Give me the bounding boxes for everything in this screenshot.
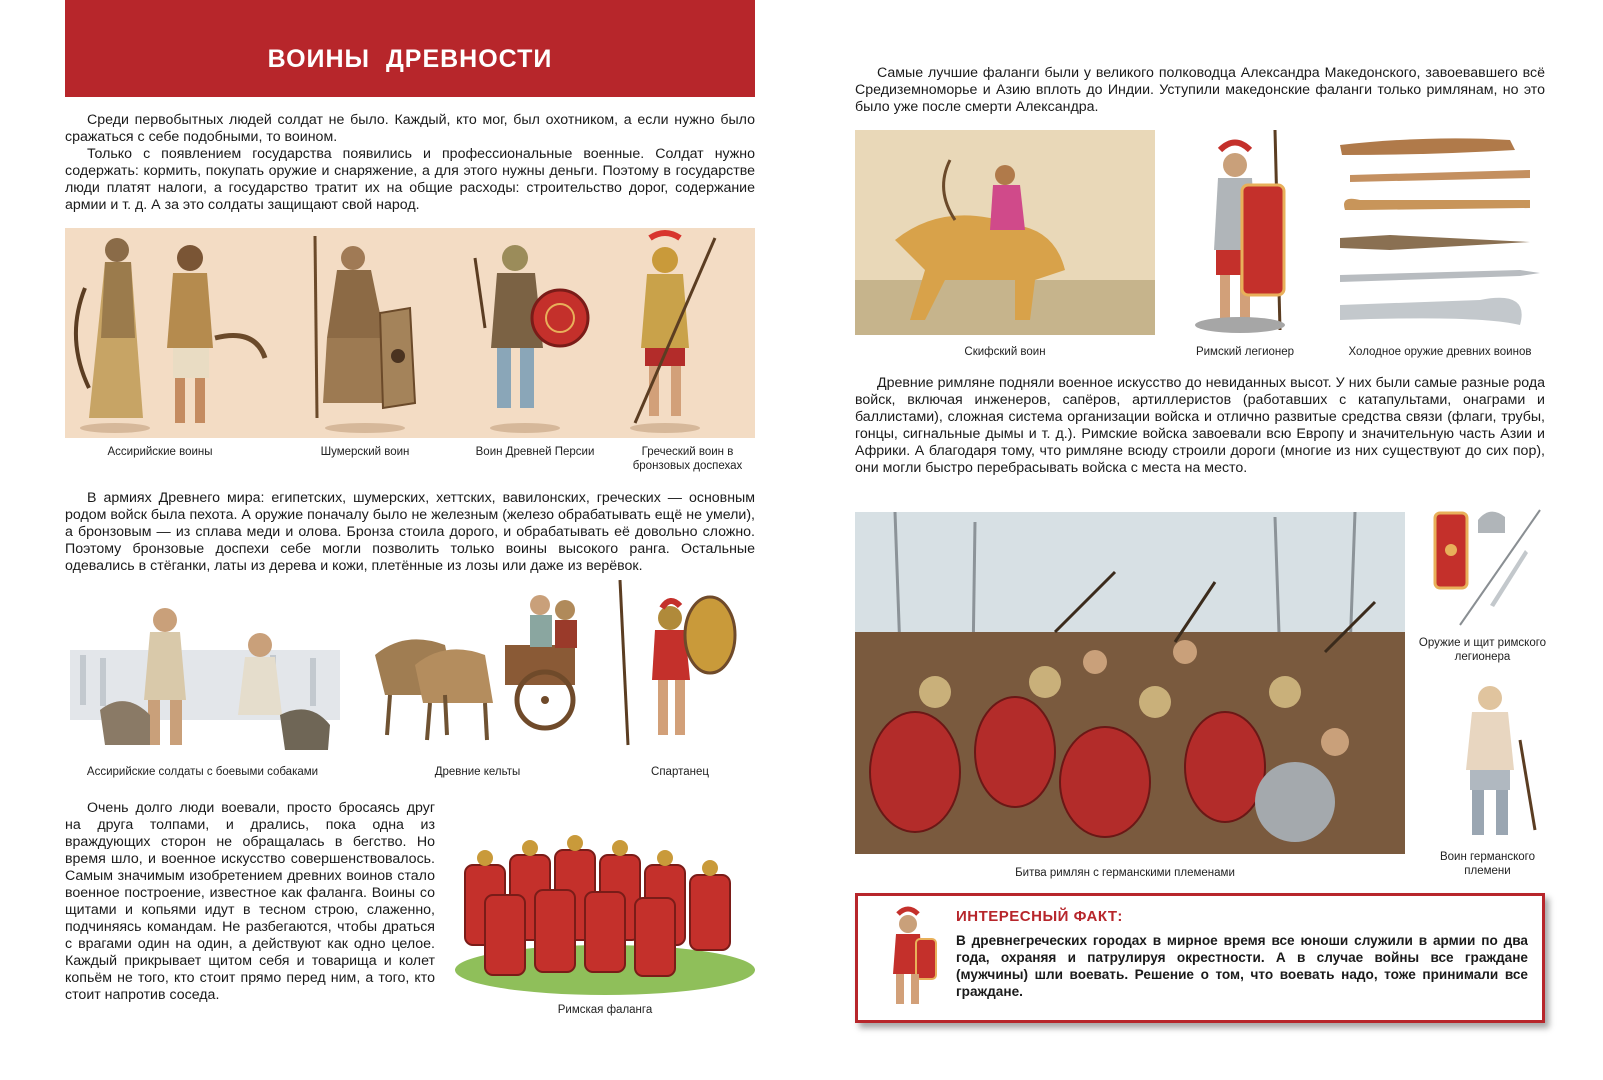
interesting-fact-box <box>855 893 1545 1023</box>
assyrian-dogs-illustration <box>70 600 340 760</box>
intro-paragraph-2: Только с появлением государства появились и профессиональные военные. Солдат нужно содержать: кормить, покупать оружие и снаряжение, а для этого нужны деньги. Поэтому в государстве люди платят налоги, а государство тратит их на общие расходы: строительство дорог, содержание армии и т. д. А за это солдаты защищают свой народ. <box>65 146 755 213</box>
legionary-weapons-illustration <box>1430 505 1550 630</box>
caption-celts: Древние кельты <box>434 766 521 778</box>
caption-spartan: Спартанец <box>651 766 709 778</box>
intro-text <box>65 112 755 214</box>
caption-scythian: Скифский воин <box>964 346 1046 358</box>
intro-paragraph-1: Среди первобытных людей солдат не было. Каждый, кто мог, был охотником, а если нужно было сражаться с себе подобными, то воином. <box>65 112 755 145</box>
persian-warrior-figure <box>475 245 588 433</box>
legionary-figure-icon <box>876 904 941 1009</box>
phalanx-paragraph: Очень долго люди воевали, просто бросаясь друг на друга толпами, и дрались, пока одна из враждующих сторон не обращалась в бегство. Но время шло, и военное искусство совершенствовалось. Самым значимым изобретением древних воинов стало военное построение, известное как фаланга. Воины со щитами и копьями идут в тесном строю, слаженно, подчиняясь командам. Не разбегаются, чтобы драться с врагами один на один, а действуют как одно целое. Каждый прикрывает щитом себя и товарища и колет копьём не того, кто стоит прямо перед ним, а того, кто стоит напротив соседа. <box>65 800 435 1003</box>
battle-illustration <box>855 512 1405 854</box>
caption-sumerian-warrior: Шумерский воин <box>320 446 410 458</box>
caption-cold-weapons: Холодное оружие древних воинов <box>1348 346 1532 358</box>
roman-legionary-illustration <box>1180 130 1310 335</box>
rome-text <box>855 375 1545 477</box>
celts-chariot-illustration <box>365 585 590 750</box>
caption-assyrian-dogs: Ассирийские солдаты с боевыми собаками <box>86 766 319 778</box>
page-title: ВОИНЫ ДРЕВНОСТИ <box>267 45 553 73</box>
fact-title: ИНТЕРЕСНЫЙ ФАКТ: <box>956 908 1123 925</box>
scythian-illustration <box>855 130 1155 335</box>
roman-phalanx-illustration <box>455 820 755 995</box>
assyrian-warriors-figure <box>76 238 265 433</box>
caption-battle: Битва римлян с германскими племенами <box>1015 867 1235 879</box>
german-warrior-illustration <box>1440 680 1540 840</box>
caption-roman-phalanx: Римская фаланга <box>557 1004 653 1016</box>
caption-persian-warrior: Воин Древней Персии <box>475 446 595 458</box>
macedon-paragraph: Самые лучшие фаланги были у великого полководца Александра Македонского, завоевавшего всё Средиземноморье и Азию вплоть до Индии. Уступили македонские фаланги только римлянам, но это было уже после смерти Александра. <box>855 65 1545 115</box>
warriors-illustration <box>65 228 755 438</box>
sumerian-warrior-figure <box>315 236 415 433</box>
caption-german-warrior: Воин германского племени <box>1439 851 1536 877</box>
spartan-illustration <box>610 580 740 750</box>
fact-text: В древнегреческих городах в мирное время все юноши служили в армии по два года, охраняя и патрулируя окрестности. А в случае войны все граждане (мужчины) шли воевать. Решение о том, что воевать надо, тоже принимали все граждане. <box>956 933 1528 999</box>
caption-roman-legionary: Римский легионер <box>1195 346 1295 358</box>
armies-paragraph: В армиях Древнего мира: египетских, шумерских, хеттских, вавилонских, греческих — основным родом войск была пехота. А оружие поначалу было не железным (железо обрабатывать ещё не умели), а бронзовым — из сплава меди и олова. Бронза стоила дорого, и обрабатывать её довольно сложно. Поэтому бронзовые доспехи себе могли позволить только воины высокого ранга. Остальные одевались в стёганки, латы из дерева и кожи, плетённые из лозы или даже из верёвок. <box>65 490 755 574</box>
caption-assyrian-warriors: Ассирийские воины <box>107 446 213 458</box>
rome-paragraph: Древние римляне подняли военное искусство до невиданных высот. У них были самые разные рода войск, включая инженеров, сапёров, артиллеристов (работавших с катапультами, онаграми и баллистами), сложная система организации войска и отлично развитые средства связи (флаги, трубы, гонцы, сигнальные дымы и т. д.). Римские войска завоевали всю Европу и значительную часть Азии и Африки. А благодаря тому, что римляне всюду строили дороги (многие из них существуют до сих пор), они могли быстро перебрасывать войска с места на место. <box>855 375 1545 476</box>
armies-text <box>65 490 755 575</box>
macedon-text <box>855 65 1545 116</box>
cold-weapons-illustration <box>1330 130 1545 335</box>
caption-greek-warrior: Греческий воин в бронзовых доспехах <box>632 446 743 472</box>
phalanx-text <box>65 800 435 1004</box>
greek-hoplite-figure <box>630 233 715 433</box>
page-title-bar <box>65 0 755 97</box>
caption-legionary-weapons: Оружие и щит римского легионера <box>1418 637 1547 663</box>
